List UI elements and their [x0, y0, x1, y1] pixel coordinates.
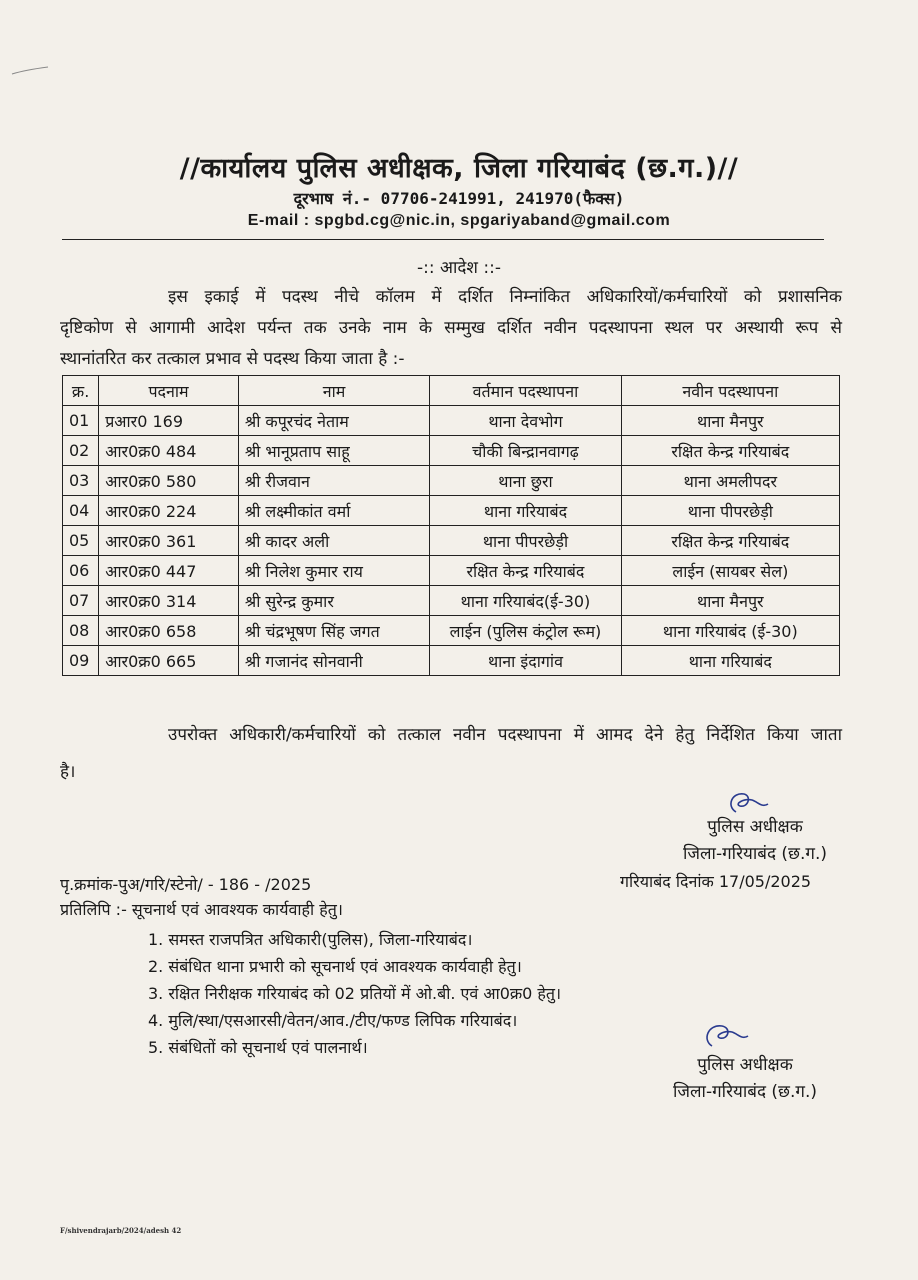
column-header: नवीन पदस्थापना: [621, 376, 839, 406]
table-cell: लाईन (पुलिस कंट्रोल रूम): [430, 616, 621, 646]
table-cell: थाना मैनपुर: [621, 406, 839, 436]
table-cell: श्री निलेश कुमार राय: [238, 556, 429, 586]
copy-item: 5. संबंधितों को सूचनार्थ एवं पालनार्थ।: [148, 1038, 368, 1057]
table-cell: 03: [63, 466, 99, 496]
table-cell: 04: [63, 496, 99, 526]
closing-line: उपरोक्त अधिकारी/कर्मचारियों को तत्काल नवीन पदस्थापना में आमद देने हेतु निर्देशित किया जाता: [168, 725, 842, 745]
table-cell: थाना देवभोग: [430, 406, 621, 436]
copy-item: 1. समस्त राजपत्रित अधिकारी(पुलिस), जिला-गरियाबंद।: [148, 930, 473, 949]
table-row: [63, 466, 840, 496]
signature-scribble: [700, 1018, 750, 1052]
table-cell: थाना मैनपुर: [621, 586, 839, 616]
closing-paragraph: [60, 720, 842, 788]
table-row: [63, 496, 840, 526]
pen-mark: [10, 66, 50, 76]
table-cell: आर0क्र0 361: [99, 526, 239, 556]
column-header: क्र.: [63, 376, 99, 406]
table-cell: थाना इंदागांव: [430, 646, 621, 676]
closing-line: है।: [60, 762, 76, 782]
table-cell: आर0क्र0 658: [99, 616, 239, 646]
copy-intro: प्रतिलिपि :- सूचनार्थ एवं आवश्यक कार्यवाही हेतु।: [60, 900, 343, 919]
table-cell: थाना गरियाबंद: [621, 646, 839, 676]
table-cell: आर0क्र0 580: [99, 466, 239, 496]
column-header: पदनाम: [99, 376, 239, 406]
signature-block-1: [660, 814, 850, 868]
table-cell: आर0क्र0 224: [99, 496, 239, 526]
order-heading: -:: आदेश ::-: [417, 258, 501, 278]
copy-item: 2. संबंधित थाना प्रभारी को सूचनार्थ एवं आवश्यक कार्यवाही हेतु।: [148, 957, 522, 976]
table-cell: थाना गरियाबंद: [430, 496, 621, 526]
table-cell: 02: [63, 436, 99, 466]
table-cell: थाना गरियाबंद (ई-30): [621, 616, 839, 646]
table-row: [63, 556, 840, 586]
table-cell: श्री गजानंद सोनवानी: [238, 646, 429, 676]
table-row: [63, 646, 840, 676]
header-divider: [62, 239, 824, 240]
office-phone: दूरभाष नं.- 07706-241991, 241970(फैक्स): [293, 189, 625, 208]
signatory-district: जिला-गरियाबंद (छ.ग.): [673, 1082, 817, 1102]
table-cell: 07: [63, 586, 99, 616]
office-title: //कार्यालय पुलिस अधीक्षक, जिला गरियाबंद (छ.ग.)//: [179, 153, 739, 184]
order-intro: [60, 282, 842, 375]
table-cell: थाना अमलीपदर: [621, 466, 839, 496]
column-header: नाम: [238, 376, 429, 406]
intro-line: दृष्टिकोण से आगामी आदेश पर्यन्त तक उनके नाम के सम्मुख दर्शित नवीन पदस्थापना स्थल पर अस्थायी रूप से: [60, 318, 842, 338]
table-row: [63, 586, 840, 616]
intro-line: स्थानांतरित कर तत्काल प्रभाव से पदस्थ किया जाता है :-: [60, 349, 405, 369]
table-cell: श्री सुरेन्द्र कुमार: [238, 586, 429, 616]
column-header: वर्तमान पदस्थापना: [430, 376, 621, 406]
signature-block-2: [650, 1052, 840, 1106]
table-cell: श्री कपूरचंद नेताम: [238, 406, 429, 436]
signatory-title: पुलिस अधीक्षक: [697, 1055, 793, 1075]
table-cell: 09: [63, 646, 99, 676]
intro-line: इस इकाई में पदस्थ नीचे कॉलम में दर्शित निम्नांकित अधिकारियों/कर्मचारियों को प्रशासनिक: [168, 287, 842, 307]
table-cell: रक्षित केन्द्र गरियाबंद: [621, 526, 839, 556]
table-cell: श्री लक्ष्मीकांत वर्मा: [238, 496, 429, 526]
copy-item: 3. रक्षित निरीक्षक गरियाबंद को 02 प्रतियों में ओ.बी. एवं आ0क्र0 हेतु।: [148, 984, 562, 1003]
table-cell: श्री कादर अली: [238, 526, 429, 556]
table-cell: चौकी बिन्द्रानवागढ़: [430, 436, 621, 466]
table-cell: 05: [63, 526, 99, 556]
table-cell: आर0क्र0 484: [99, 436, 239, 466]
table-cell: थाना छुरा: [430, 466, 621, 496]
table-cell: आर0क्र0 665: [99, 646, 239, 676]
table-cell: 01: [63, 406, 99, 436]
signatory-district: जिला-गरियाबंद (छ.ग.): [683, 844, 827, 864]
table-cell: रक्षित केन्द्र गरियाबंद: [621, 436, 839, 466]
transfer-table: [62, 375, 840, 676]
table-cell: लाईन (सायबर सेल): [621, 556, 839, 586]
signatory-title: पुलिस अधीक्षक: [707, 817, 803, 837]
table-cell: रक्षित केन्द्र गरियाबंद: [430, 556, 621, 586]
table-cell: थाना पीपरछेड़ी: [430, 526, 621, 556]
table-cell: प्रआर0 169: [99, 406, 239, 436]
office-email: E-mail : spgbd.cg@nic.in, spgariyaband@gmail.com: [247, 212, 671, 229]
table-cell: थाना गरियाबंद(ई-30): [430, 586, 621, 616]
table-cell: श्री रीजवान: [238, 466, 429, 496]
copy-item: 4. मुलि/स्था/एसआरसी/वेतन/आव./टीए/फण्ड लिपिक गरियाबंद।: [148, 1011, 518, 1030]
table-cell: 06: [63, 556, 99, 586]
table-row: [63, 616, 840, 646]
order-date: गरियाबंद दिनांक 17/05/2025: [620, 872, 812, 891]
table-cell: थाना पीपरछेड़ी: [621, 496, 839, 526]
table-header-row: [63, 376, 840, 406]
file-path: F/shivendrajarb/2024/adesh 42: [60, 1226, 182, 1235]
table-cell: 08: [63, 616, 99, 646]
table-cell: आर0क्र0 447: [99, 556, 239, 586]
table-row: [63, 436, 840, 466]
reference-number: पृ.क्रमांक-पुअ/गरि/स्टेनो/ - 186 - /2025: [60, 875, 312, 894]
table-row: [63, 526, 840, 556]
table-cell: आर0क्र0 314: [99, 586, 239, 616]
table-cell: श्री भानूप्रताप साहू: [238, 436, 429, 466]
table-cell: श्री चंद्रभूषण सिंह जगत: [238, 616, 429, 646]
table-row: [63, 406, 840, 436]
